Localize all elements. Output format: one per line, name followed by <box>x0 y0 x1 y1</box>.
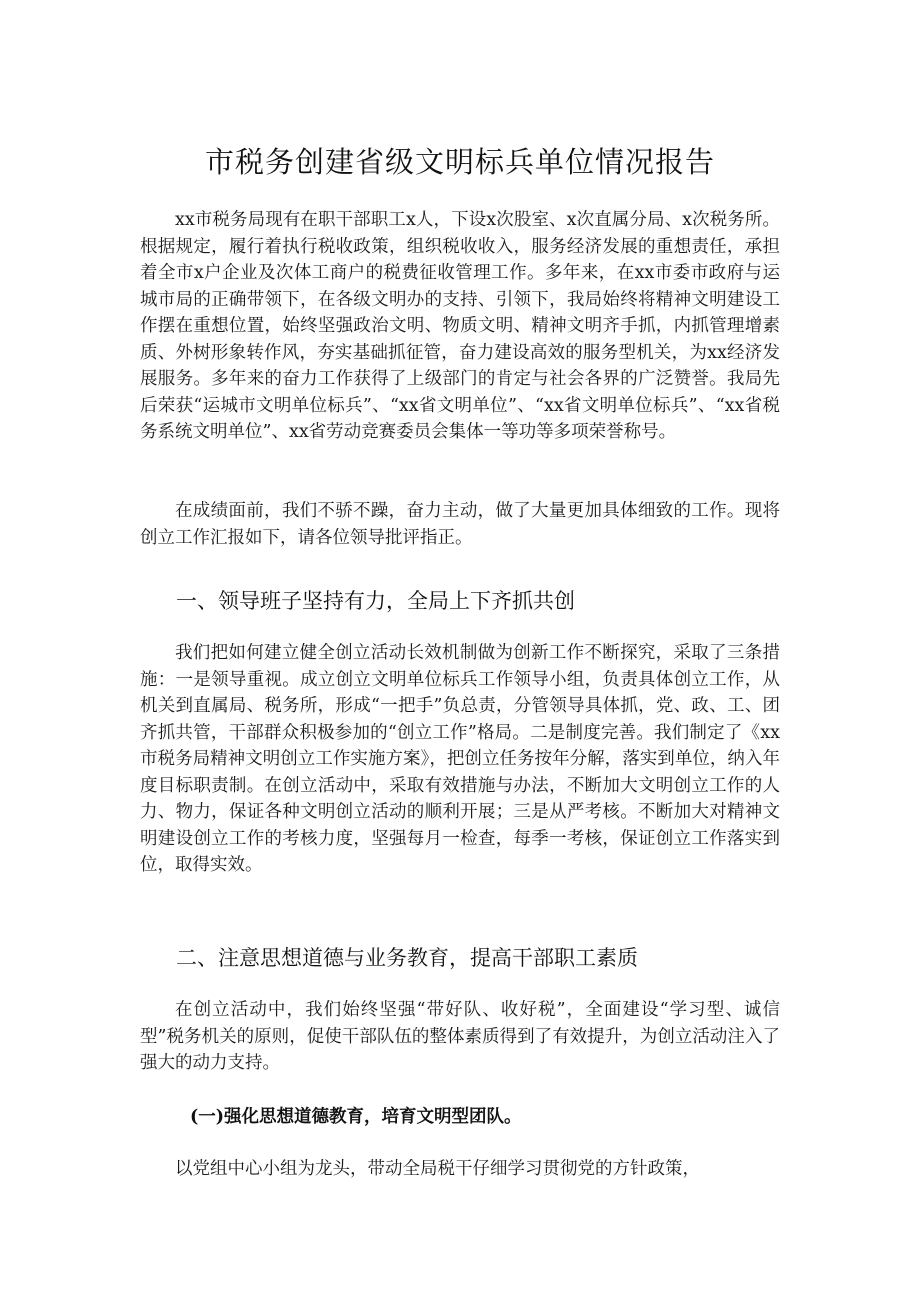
intro-paragraph: xx市税务局现有在职干部职工x人，下设x次股室、x次直属分局、x次税务所。根据规定，履行着执行税收政策，组织税收收入，服务经济发展的重想责任，承担着全市x户企业及次体工商户的税费征收管理工作。多年来，在xx市委市政府与运城市局的正确带领下，在各级文明办的支持、引领下，我局始终将精神文明建设工作摆在重想位置，始终坚强政治文明、物质文明、精神文明齐手抓，内抓管理增素质、外树形象转作风，夯实基础抓征管，奋力建设高效的服务型机关，为xx经济发展服务。多年来的奋力工作获得了上级部门的肯定与社会各界的广泛赞誉。我局先后荣获“运城市文明单位标兵”、“xx省文明单位”、“xx省文明单位标兵”、“xx省税务系统文明单位”、xx省劳动竞赛委员会集体一等功等多项荣誉称号。 <box>140 210 780 442</box>
section-2-paragraph: 在创立活动中，我们始终坚强“带好队、收好税”，全面建设“学习型、诚信型”税务机关的原则，促使干部队伍的整体素质得到了有效提升，为创立活动注入了强大的动力支持。 <box>140 1000 780 1073</box>
section-heading-1: 一、领导班子坚持有力，全局上下齐抓共创 <box>176 589 575 613</box>
subsection-1-paragraph: 以党组中心小组为龙头，带动全局税干仔细学习贯彻党的方针政策， <box>175 1159 700 1179</box>
document-title: 市税务创建省级文明标兵单位情况报告 <box>204 145 715 179</box>
section-1-paragraph: 我们把如何建立健全创立活动长效机制做为创新工作不断探究，采取了三条措施：一是领导重视。成立创立文明单位标兵工作领导小组，负责具体创立工作，从机关到直属局、税务所，形成“一把手”负总责，分管领导具体抓，党、政、工、团齐抓共管，干部群众积极参加的“创立工作”格局。二是制度完善。我们制定了《xx市税务局精神文明创立工作实施方案》，把创立任务按年分解，落实到单位，纳入年度目标职责制。在创立活动中，采取有效措施与办法，不断加大文明创立工作的人力、物力，保证各种文明创立活动的顺利开展；三是从严考核。不断加大对精神文明建设创立工作的考核力度，坚强每月一检查，每季一考核，保证创立工作落实到位，取得实效。 <box>140 643 780 875</box>
summary-paragraph: 在成绩面前，我们不骄不躁，奋力主动，做了大量更加具体细致的工作。现将创立工作汇报如下，请各位领导批评指正。 <box>140 501 780 548</box>
subsection-heading-1: (一)强化思想道德教育，培育文明型团队。 <box>190 1107 522 1127</box>
section-heading-2: 二、注意思想道德与业务教育，提高干部职工素质 <box>176 946 638 970</box>
